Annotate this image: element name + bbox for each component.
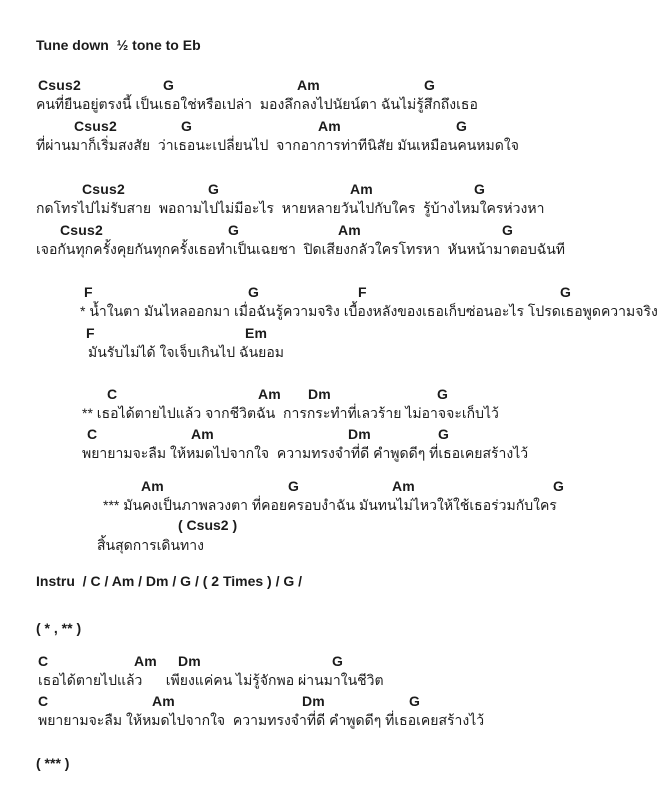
lyric-line: พยายามจะลืม ให้หมดไปจากใจ ความทรงจำที่ดี คำพูดดีๆ ที่เธอเคยสร้างไว้ (82, 445, 529, 461)
chord-label: G (181, 118, 193, 134)
chord-label: Em (245, 325, 268, 341)
lyric-line: พยายามจะลืม ให้หมดไปจากใจ ความทรงจำที่ดี คำพูดดีๆ ที่เธอเคยสร้างไว้ (38, 712, 485, 728)
lyric-line: * น้ำในตา มันไหลออกมา เมื่อฉันรู้ความจริง เบื้องหลังของเธอเก็บซ่อนอะไร โปรดเธอพูดความจริง (80, 303, 658, 319)
chord-label: G (163, 77, 175, 93)
chord-label: Csus2 (60, 222, 104, 238)
chord-label: Am (338, 222, 361, 238)
chord-label: Dm (302, 693, 325, 709)
chord-label: Dm (178, 653, 201, 669)
chord-label: G (474, 181, 486, 197)
chord-label: C (107, 386, 118, 402)
chord-label: G (248, 284, 260, 300)
chord-label: Am (350, 181, 373, 197)
section-heading: ( * , ** ) (36, 620, 82, 636)
chord-label: Am (134, 653, 157, 669)
chord-label: Dm (348, 426, 371, 442)
section-heading: ( *** ) (36, 755, 70, 771)
chord-label: Am (191, 426, 214, 442)
chord-label: Am (258, 386, 281, 402)
chord-label: G (409, 693, 421, 709)
chord-label: Dm (308, 386, 331, 402)
chord-label: Am (318, 118, 341, 134)
lyric-line: มันรับไม่ได้ ใจเจ็บเกินไป ฉันยอม (88, 344, 285, 360)
chord-label: G (424, 77, 436, 93)
chord-label: F (86, 325, 95, 341)
chord-label: C (87, 426, 98, 442)
chord-label: Am (297, 77, 320, 93)
lyric-line: เจอกันทุกครั้งคุยกันทุกครั้งเธอทำเป็นเฉยชา ปิดเสียงกลัวใครโทรหา หันหน้ามาตอบฉันที (36, 241, 566, 257)
chord-label: G (456, 118, 468, 134)
chord-label: Csus2 (38, 77, 82, 93)
chord-label: C (38, 653, 49, 669)
lyric-line: สิ้นสุดการเดินทาง (97, 537, 204, 553)
chord-label: Am (392, 478, 415, 494)
chord-label: G (228, 222, 240, 238)
chord-label: G (208, 181, 220, 197)
chord-label: G (437, 386, 449, 402)
section-heading: ( Csus2 ) (178, 517, 238, 533)
chord-label: C (38, 693, 49, 709)
chord-label: Am (152, 693, 175, 709)
chord-label: Csus2 (74, 118, 118, 134)
chord-label: G (553, 478, 565, 494)
lyric-line: กดโทรไปไม่รับสาย พอถามไปไม่มีอะไร หายหลายวันไปกับใคร รู้บ้างไหมใครห่วงหา (36, 200, 545, 216)
section-heading: Tune down ½ tone to Eb (36, 37, 201, 53)
chord-label: Csus2 (82, 181, 126, 197)
chord-label: G (560, 284, 572, 300)
lyric-line: *** มันคงเป็นภาพลวงตา ที่คอยครอบงำฉัน มันทนไม่ไหวให้ใช้เธอร่วมกับใคร (103, 497, 557, 513)
chord-label: G (502, 222, 514, 238)
lyric-line: ** เธอได้ตายไปแล้ว จากชีวิตฉัน การกระทำที่เลวร้าย ไม่อาจจะเก็บไว้ (82, 405, 499, 421)
lyric-line: คนที่ยืนอยู่ตรงนี้ เป็นเธอใช่หรือเปล่า มองลึกลงไปนัยน์ตา ฉันไม่รู้สึกถึงเธอ (36, 96, 478, 112)
chord-label: Am (141, 478, 164, 494)
chord-label: F (84, 284, 93, 300)
chord-label: G (438, 426, 450, 442)
lyric-line: ที่ผ่านมาก็เริ่มสงสัย ว่าเธอนะเปลี่ยนไป จากอาการท่าทีนิสัย มันเหมือนคนหมดใจ (36, 137, 519, 153)
chord-label: G (332, 653, 344, 669)
chord-label: F (358, 284, 367, 300)
chord-label: G (288, 478, 300, 494)
lyric-line: เธอได้ตายไปแล้ว เพียงแค่คน ไม่รู้จักพอ ผ่านมาในชีวิต (38, 672, 384, 688)
section-heading: Instru / C / Am / Dm / G / ( 2 Times ) / G / (36, 573, 303, 589)
